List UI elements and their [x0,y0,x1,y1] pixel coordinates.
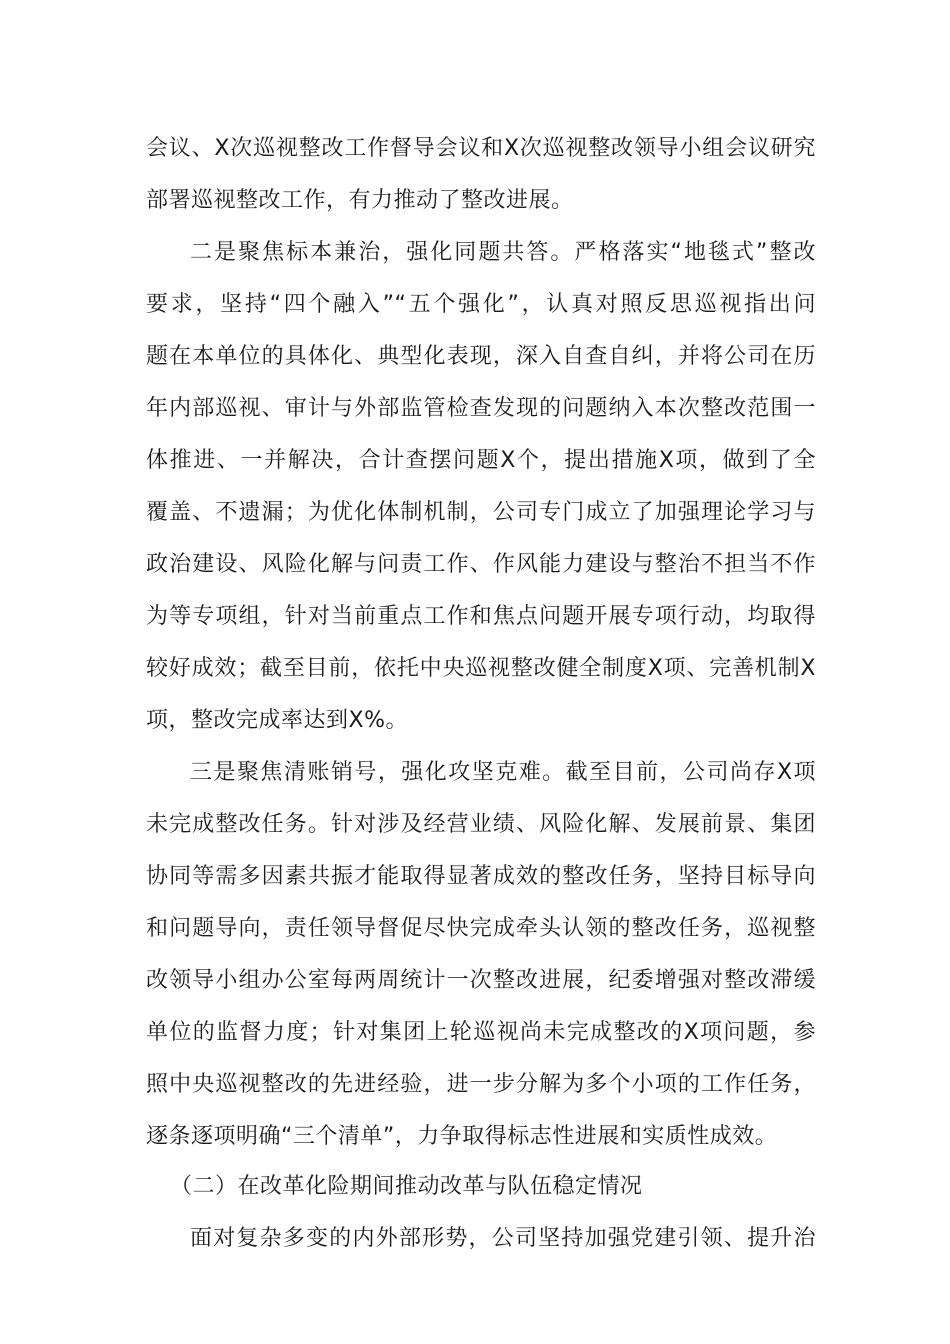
text-line: 未完成整改任务。针对涉及经营业绩、风险化解、发展前景、集团 [146,812,816,837]
text-line: 部署巡视整改工作，有力推动了整改进展。 [146,188,574,213]
text-line: 题在本单位的具体化、典型化表现，深入自查自纠，并将公司在历 [146,344,816,369]
text-line: 改领导小组办公室每两周统计一次整改进展，纪委增强对整改滞缓 [146,968,816,993]
text-line: 较好成效；截至目前，依托中央巡视整改健全制度X项、完善机制X [146,656,816,681]
text-line: 会议、X次巡视整改工作督导会议和X次巡视整改领导小组会议研究 [146,136,816,161]
text-line: 协同等需多因素共振才能取得显著成效的整改任务，坚持目标导向 [146,864,816,889]
section-heading: （二）在改革化险期间推动改革与队伍稳定情况 [170,1174,643,1199]
text-line: 单位的监督力度；针对集团上轮巡视尚未完成整改的X项问题，参 [146,1020,816,1045]
text-line: 和问题导向，责任领导督促尽快完成牵头认领的整改任务，巡视整 [146,916,816,941]
text-line: 项，整改完成率达到X%。 [146,708,408,733]
text-line: 体推进、一并解决，合计查摆问题X个，提出措施X项，做到了全 [146,448,816,473]
text-line: 逐条逐项明确“三个清单”，力争取得标志性进展和实质性成效。 [146,1124,778,1149]
text-line: 政治建设、风险化解与问责工作、作风能力建设与整治不担当不作 [146,552,816,577]
paragraph-first-line: 三是聚焦清账销号，强化攻坚克难。截至目前，公司尚存X项 [190,760,816,785]
paragraph-first-line: 面对复杂多变的内外部形势，公司坚持加强党建引领、提升治 [190,1226,816,1251]
text-line: 照中央巡视整改的先进经验，进一步分解为多个小项的工作任务， [146,1072,816,1097]
text-line: 要求，坚持“四个融入”“五个强化”，认真对照反思巡视指出问 [146,292,816,317]
paragraph-first-line: 二是聚焦标本兼治，强化同题共答。严格落实“地毯式”整改 [190,240,816,265]
text-line: 年内部巡视、审计与外部监管检查发现的问题纳入本次整改范围一 [146,396,816,421]
text-line: 为等专项组，针对当前重点工作和焦点问题开展专项行动，均取得 [146,604,816,629]
text-line: 覆盖、不遗漏；为优化体制机制，公司专门成立了加强理论学习与 [146,500,816,525]
